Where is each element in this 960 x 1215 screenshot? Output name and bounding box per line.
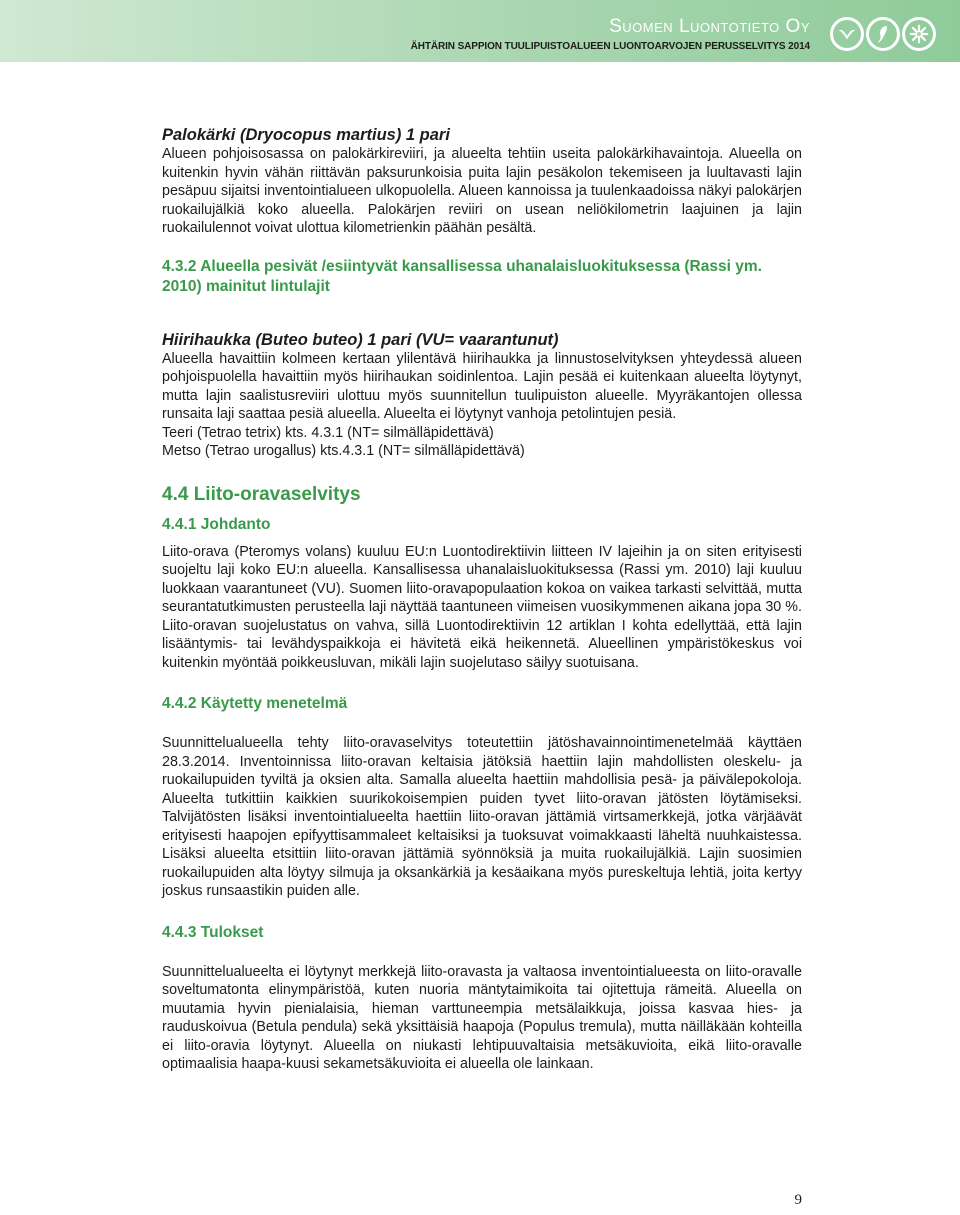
page-number: 9 xyxy=(794,1192,802,1208)
report-subtitle: ÄHTÄRIN SAPPION TUULIPUISTOALUEEN LUONTOARVOJEN PERUSSELVITYS 2014 xyxy=(410,41,810,52)
leaf-icon xyxy=(866,17,900,51)
section-4-4-1-heading: 4.4.1 Johdanto xyxy=(162,515,271,533)
section-4-4-3-heading: 4.4.3 Tulokset xyxy=(162,923,264,941)
palokarki-title: Palokärki (Dryocopus martius) 1 pari xyxy=(162,126,450,144)
metso-line: Metso (Tetrao urogallus) kts.4.3.1 (NT= silmälläpidettävä) xyxy=(162,443,525,459)
logo-group xyxy=(830,17,936,51)
company-name: Suomen Luontotieto Oy xyxy=(609,16,810,37)
hiirihaukka-text: Alueella havaittiin kolmeen kertaan ylilentävä hiirihaukka ja linnustoselvityksen yhteydessä alueen pohjoispuolella havaittiin myös hiirihaukan soidinlentoa. Lajin pesää ei kuitenkaan alueelta löytynyt, mutta lajin saalistusreviiri ulottuu myös suunnitellun tuulipuiston alueelle. Myyräkantojen ollessa runsaita laji saattaa pesiä alueella. Alueelta ei löytynyt vanhoja petolintujen pesiä. xyxy=(162,350,802,422)
flower-icon xyxy=(902,17,936,51)
page-content xyxy=(162,125,802,1074)
section-4-4-1-text: Liito-orava (Pteromys volans) kuuluu EU:n Luontodirektiivin liitteen IV lajeihin ja on siten erityisesti suojeltu laji koko EU:n alueella. Kansallisessa uhanalaisluokituksessa (Rassi ym. 2010) laji kuuluu luokkaan vaarantuneet (VU). Suomen liito-oravapopulaation kokoa on vaikea tarkasti selvittää, mutta seurantatutkimusten perusteella laji näyttää taantuneen viimeisen vuosikymmenen aikana jopa 30 %. Liito-oravan suojelustatus on vahva, sillä Luontodirektiivin 12 artiklan I kohta edellyttää, että lajin lisääntymis- tai levähdyspaikkoja ei hävitetä eikä heikennetä. Alueellinen ympäristökeskus voi kuitenkin myöntää poikkeusluvan, mikäli lajin suojelutaso säilyy suotuisana. xyxy=(162,543,802,671)
section-4-4-heading: 4.4 Liito-oravaselvitys xyxy=(162,483,361,505)
section-4-4-2-text: Suunnittelualueella tehty liito-oravaselvitys toteutettiin jätöshavainnointimenetelmää käyttäen 28.3.2014. Inventoinnissa liito-oravan keltaisia jätöksiä haettiin lajin mahdollisten oleskelu- ja ruokailupuiden tyviltä ja oksien alta. Samalla alueelta haettiin mahdollisia pesä- ja päivälepokoloja. Alueelta tutkittiin kaikkien suurikokoisempien puiden tyvet liito-oravan jätösten löytämiseksi. Talvijätösten lisäksi inventointialueelta haettiin liito-oravan jättämiä virtsamerkkejä, jotka värjäävät erityisesti haapojen epifyyttisammaleet keltaisiksi ja tuoksuvat voimakkaasti läheltä nuuhkaistessa. Lisäksi alueelta etsittiin liito-oravan jättämiä syönnöksiä ja muita ruokailujälkiä. Lajin suosimien ruokailupuiden alta löytyy silmuja ja oksankärkiä ja kesäaikana myös pureskeltuja lehtiä, joita kertyy joskus runsaastikin puiden alle. xyxy=(162,735,802,899)
section-4-4-3-text: Suunnittelualueelta ei löytynyt merkkejä liito-oravasta ja valtaosa inventointialueesta on liito-oravalle soveltumatonta elinympäristöä, kuten nuoria mäntytaimikoita tai ojitettuja rämeitä. Alueella on muutamia hyvin pienialaisia, hieman varttuneempia metsälaikkuja, joissa kasvaa hies- ja rauduskoivua (Betula pendula) sekä yksittäisiä haapoja (Populus tremula), mutta näilläkään kohteilla ei liito-oravia löytynyt. Alueella on niukasti lehtipuuvaltaisia metsäkuvioita, eikä liito-oravalle optimaalisia haapa-kuusi sekametsäkuvioita ei alueella ole lainkaan. xyxy=(162,963,802,1072)
hiirihaukka-title: Hiirihaukka (Buteo buteo) 1 pari (VU= vaarantunut) xyxy=(162,330,559,349)
palokarki-text: Alueen pohjoisosassa on palokärkireviiri, ja alueelta tehtiin useita palokärkihavaintoja. Alueella on kuitenkin hyvin vähän riittävän paksurunkoisia puita lajin pesäkolon tekemiseen ja luultavasti lajin pesäpuu sijaitsi inventointialueen ulkopuolella. Alueen kannoissa ja tuulenkaadoissa näkyi palokärjen ruokailujälkiä koko alueella. Palokärjen reviiri on usean neliökilometrin laajuinen ja lajin ruokailulennot voivat ulottua kilometrienkin päähän pesältä. xyxy=(162,146,802,236)
header-band xyxy=(0,0,960,62)
section-4-4-2-heading: 4.4.2 Käytetty menetelmä xyxy=(162,695,348,712)
section-4-3-2-heading: 4.3.2 Alueella pesivät /esiintyvät kansallisessa uhanalaisluokituksessa (Rassi ym. 2010) mainitut lintulajit xyxy=(162,257,762,295)
bird-icon xyxy=(830,17,864,51)
teeri-line: Teeri (Tetrao tetrix) kts. 4.3.1 (NT= silmälläpidettävä) xyxy=(162,424,494,441)
